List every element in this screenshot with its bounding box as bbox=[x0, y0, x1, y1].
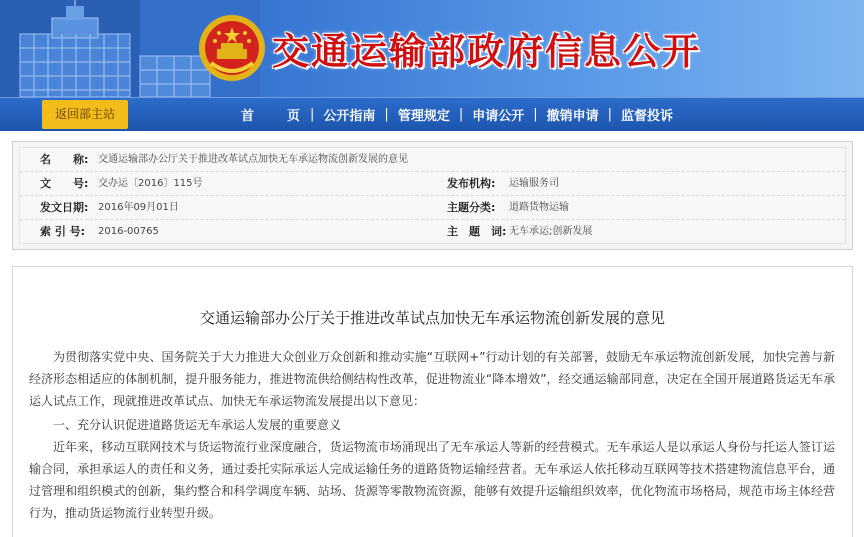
topic-label: 主题分类: bbox=[447, 201, 496, 214]
main-navbar bbox=[0, 97, 864, 131]
keywords-value: 无车承运;创新发展 bbox=[509, 226, 593, 237]
docno-label: 文 号: bbox=[40, 177, 89, 190]
index-value: 2016-00765 bbox=[98, 226, 159, 237]
nav-separator: | bbox=[458, 107, 464, 122]
nav-separator: | bbox=[607, 107, 613, 122]
metadata-table bbox=[19, 147, 846, 244]
nav-item-complaint[interactable]: 监督投诉 bbox=[621, 109, 674, 124]
nav-item-apply[interactable]: 申请公开 bbox=[472, 109, 525, 124]
nav-item-guide[interactable]: 公开指南 bbox=[323, 109, 376, 124]
document-metadata bbox=[12, 141, 853, 250]
nav-separator: | bbox=[310, 107, 315, 122]
back-home-button[interactable]: 返回部主站 bbox=[42, 100, 128, 129]
nav-item-regulations[interactable]: 管理规定 bbox=[397, 109, 450, 124]
document-content bbox=[12, 266, 853, 537]
document-section-heading: 一、充分认识促进道路货运无车承运人发展的重要意义 bbox=[53, 418, 342, 432]
topic-value: 道路货物运输 bbox=[509, 202, 569, 213]
date-label: 发文日期: bbox=[40, 201, 89, 214]
nav-separator: | bbox=[533, 107, 538, 122]
publisher-label: 发布机构: bbox=[447, 177, 496, 190]
index-label: 索 引 号: bbox=[40, 225, 86, 238]
keywords-label: 主 题 词: bbox=[447, 225, 507, 238]
document-title: 交通运输部办公厅关于推进改革试点加快无车承运物流创新发展的意见 bbox=[199, 309, 665, 327]
document-paragraph: 为贯彻落实党中央、国务院关于大力推进大众创业万众创新和推动实施“互联网+”行动计划的有关部署，鼓励无车承运物流创新发展，加快完善与新经济形态相适应的体制机制，提升服务能力，推进物流供给侧结构性改革，促进物流业“降本增效”，经交通运输部同意，决定在全国开展道路货运无车承运人试点工作，现就推进改革试点、加快无车承运物流发展提出以下意见： bbox=[29, 350, 835, 408]
nav-item-withdraw[interactable]: 撤销申请 bbox=[546, 109, 599, 124]
metadata-row-date bbox=[20, 196, 845, 220]
metadata-row-index bbox=[20, 220, 845, 244]
date-value: 2016年09月01日 bbox=[98, 202, 179, 213]
name-value: 交通运输部办公厅关于推进改革试点加快无车承运物流创新发展的意见 bbox=[98, 154, 408, 165]
nav-menu bbox=[232, 98, 682, 131]
document-paragraph: 近年来，移动互联网技术与货运物流行业深度融合，货运物流市场涌现出了无车承运人等新的经营模式。无车承运人是以承运人身份与托运人签订运输合同，承担承运人的责任和义务，通过委托实际承运人完成运输任务的道路货物运输经营者。无车承运人依托移动互联网等技术搭建物流信息平台，通过管理和组织模式的创新，集约整合和科学调度车辆、站场、货源等零散物流资源，能够有效提升运输组织效率，优化物流市场格局，规范市场主体经营行为，推动货运物流行业转型升级。 bbox=[29, 440, 835, 520]
site-title: 交通运输部政府信息公开 bbox=[272, 29, 701, 73]
nav-separator: | bbox=[384, 107, 389, 122]
metadata-row-name bbox=[20, 148, 845, 172]
site-banner bbox=[0, 0, 864, 97]
nav-item-home[interactable]: 首 页 bbox=[241, 109, 311, 124]
name-label: 名 称: bbox=[40, 153, 89, 166]
publisher-value: 运输服务司 bbox=[509, 178, 559, 189]
metadata-row-docno bbox=[20, 172, 845, 196]
national-emblem-icon bbox=[197, 13, 267, 83]
docno-value: 交办运〔2016〕115号 bbox=[98, 178, 203, 189]
